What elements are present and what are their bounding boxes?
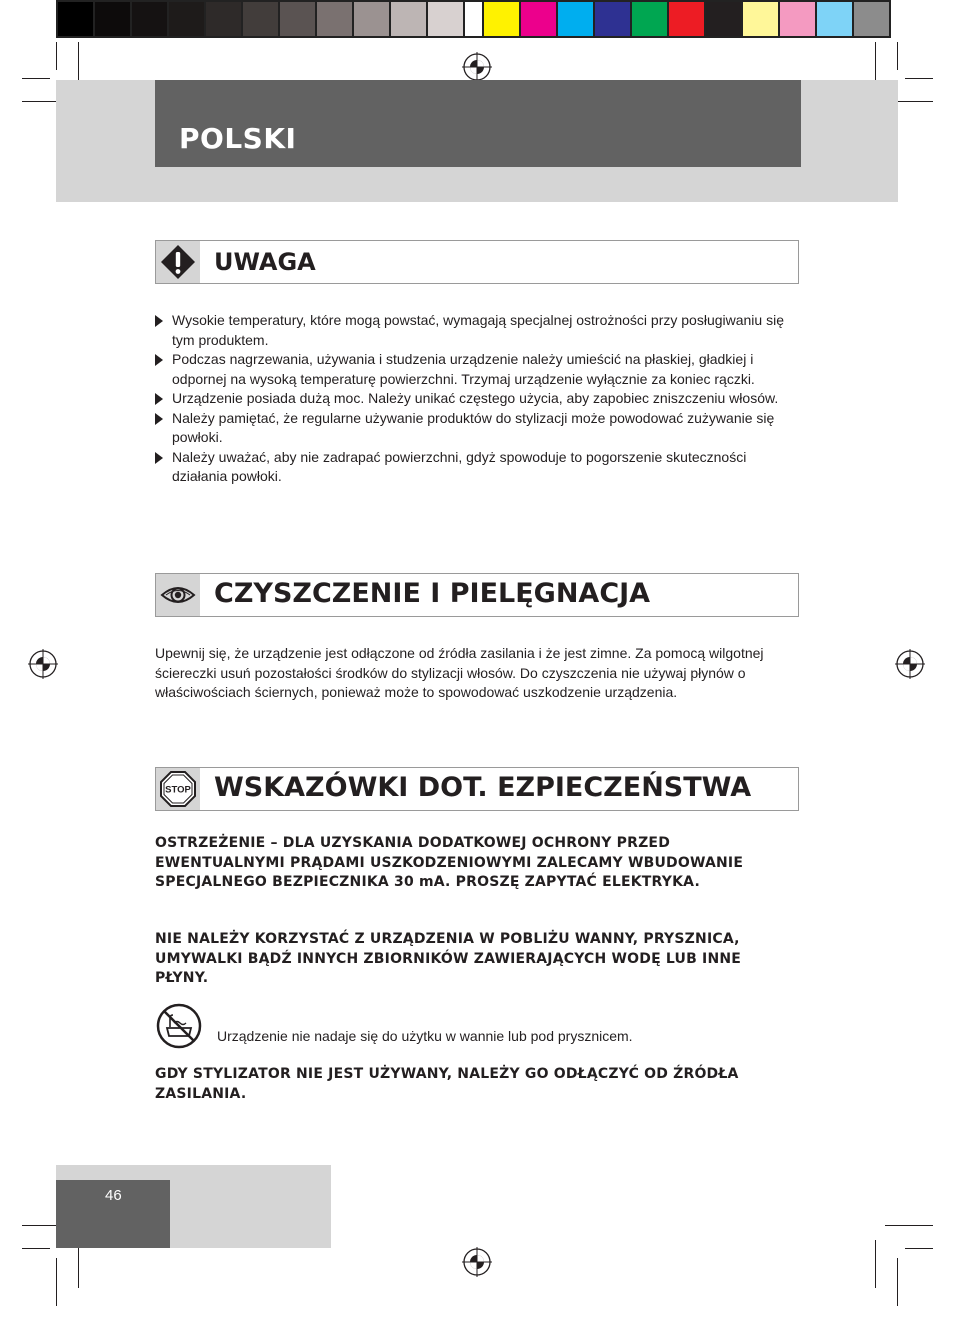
crop-mark <box>56 42 57 70</box>
color-swatch <box>132 2 167 36</box>
safety-warning-water: NIE NALEŻY KORZYSTAĆ Z URZĄDZENIA W POBLIŻU WANNY, PRYSZNICA, UMYWALKI BĄDŹ INNYCH ZBIORNIKÓW ZAWIERAJĄCYCH WODĘ LUB INNE PŁYNY. <box>155 931 742 986</box>
section-title: UWAGA <box>214 248 316 276</box>
color-swatch <box>817 2 852 36</box>
color-swatch <box>669 2 704 36</box>
registration-mark-icon <box>462 52 492 82</box>
section-title: WSKAZÓWKI DOT. EZPIECZEŃSTWA <box>214 772 752 803</box>
eye-icon <box>156 574 200 616</box>
bullet-triangle-icon <box>155 354 163 366</box>
section-header-safety <box>155 767 799 811</box>
crop-mark <box>22 1248 50 1249</box>
color-swatch <box>391 2 426 36</box>
list-item: Podczas nagrzewania, używania i studzenia urządzenie należy umieścić na płaskiej, gładkiej i odpornej na wysoką temperaturę powierzchni. Trzymaj urządzenie wyłącznie za koniec rączki. <box>155 350 795 389</box>
warning-exclamation-icon <box>156 241 200 283</box>
registration-mark-icon <box>28 649 58 679</box>
page-number-box <box>56 1180 170 1248</box>
stop-sign-icon <box>156 768 200 810</box>
safety-warning-fuse: OSTRZEŻENIE – DLA UZYSKANIA DODATKOWEJ OCHRONY PRZED EWENTUALNYMI PRĄDAMI USZKODZENIOWYMI ZALECAMY WBUDOWANIE SPECJALNEGO BEZPIECZNIKA 30 mA. PROSZĘ ZAPYTAĆ ELEKTRYKA. <box>155 835 744 890</box>
color-swatch <box>95 2 130 36</box>
color-calibration-bar-right <box>482 0 891 38</box>
color-swatch <box>317 2 352 36</box>
list-item: Należy pamiętać, że regularne używanie produktów do stylizacji może powodować zużywanie się powłoki. <box>155 409 795 448</box>
header-title-bar <box>155 80 801 167</box>
color-swatch <box>280 2 315 36</box>
color-swatch <box>632 2 667 36</box>
crop-mark <box>22 78 50 79</box>
crop-mark <box>905 78 933 79</box>
color-swatch <box>58 2 93 36</box>
color-swatch <box>484 2 519 36</box>
crop-mark <box>905 1248 933 1249</box>
bullet-triangle-icon <box>155 315 163 327</box>
color-swatch <box>428 2 463 36</box>
crop-mark <box>897 42 898 70</box>
warning-list <box>155 311 795 487</box>
color-swatch <box>206 2 241 36</box>
color-swatch <box>706 2 741 36</box>
color-swatch <box>521 2 556 36</box>
color-swatch <box>558 2 593 36</box>
color-swatch <box>354 2 389 36</box>
section-header-cleaning <box>155 573 799 617</box>
stop-sign-text: STOP <box>165 784 191 796</box>
crop-mark <box>56 1258 57 1306</box>
crop-mark <box>875 1240 876 1288</box>
list-item: Urządzenie posiada dużą moc. Należy unikać częstego użycia, aby zapobiec zniszczeniu włosów. <box>155 389 795 409</box>
bullet-triangle-icon <box>155 413 163 425</box>
color-swatch <box>243 2 278 36</box>
list-item: Wysokie temperatury, które mogą powstać, wymagają specjalnej ostrożności przy posługiwaniu się tym produktem. <box>155 311 795 350</box>
color-swatch <box>595 2 630 36</box>
list-item: Należy uważać, aby nie zadrapać powierzchni, gdyż spowoduje to pogorszenie skuteczności działania powłoki. <box>155 448 795 487</box>
color-calibration-bar-left <box>56 0 502 38</box>
bullet-triangle-icon <box>155 452 163 464</box>
color-swatch <box>169 2 204 36</box>
page-number: 46 <box>105 1187 122 1204</box>
bath-note: Urządzenie nie nadaje się do użytku w wannie lub pod prysznicem. <box>217 1028 633 1044</box>
page-title: POLSKI <box>179 122 297 155</box>
color-swatch <box>854 2 889 36</box>
color-swatch <box>780 2 815 36</box>
color-swatch <box>743 2 778 36</box>
section-header-uwaga <box>155 240 799 284</box>
crop-mark <box>897 1258 898 1306</box>
bullet-triangle-icon <box>155 393 163 405</box>
crop-mark <box>885 1225 933 1226</box>
cleaning-text: Upewnij się, że urządzenie jest odłączone od źródła zasilania i że jest zimne. Za pomocą wilgotnej ściereczki usuń pozostałości środków do stylizacji włosów. Do czyszczenia nie używaj płynów o właściwościach ściernych, ponieważ może to spowodować uszkodzenie urządzenia. <box>155 645 764 700</box>
registration-mark-icon <box>462 1247 492 1277</box>
safety-warning-unplug: GDY STYLIZATOR NIE JEST UŻYWANY, NALEŻY GO ODŁĄCZYĆ OD ŹRÓDŁA ZASILANIA. <box>155 1066 739 1102</box>
section-title: CZYSZCZENIE I PIELĘGNACJA <box>214 578 651 609</box>
no-bath-icon <box>156 1003 202 1049</box>
registration-mark-icon <box>895 649 925 679</box>
